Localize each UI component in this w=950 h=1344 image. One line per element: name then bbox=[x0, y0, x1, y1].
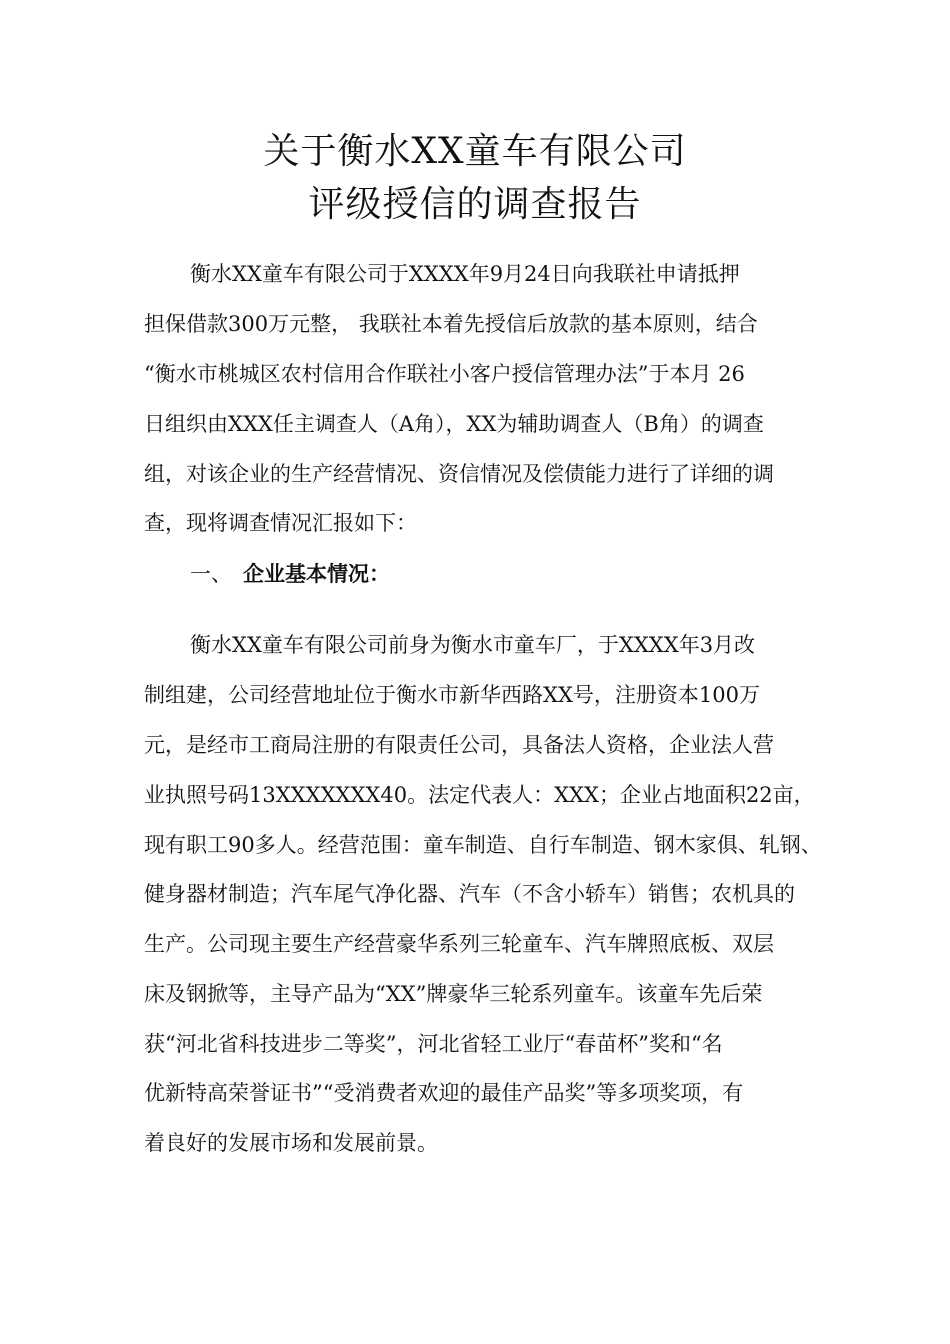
intro-line-3: “衡水市桃城区农村信用合作联社小客户授信管理办法”于本月 26 bbox=[144, 362, 745, 386]
intro-line-5: 组，对该企业的生产经营情况、资信情况及偿债能力进行了详细的调 bbox=[144, 462, 774, 486]
body-line-8: 床及钢掀等，主导产品为“XX”牌豪华三轮系列童车。该童车先后荣 bbox=[144, 982, 763, 1006]
intro-line-6: 查，现将调查情况汇报如下： bbox=[144, 511, 417, 535]
section-1-heading: 企业基本情况： bbox=[243, 561, 390, 586]
document-title-line-1: 关于衡水XX童车有限公司 bbox=[263, 131, 687, 172]
body-line-4: 业执照号码13XXXXXXX40。法定代表人：XXX；企业占地面积22亩， bbox=[144, 783, 815, 807]
body-line-1: 衡水XX童车有限公司前身为衡水市童车厂，于XXXX年3月改 bbox=[190, 633, 756, 657]
body-line-3: 元，是经市工商局注册的有限责任公司，具备法人资格，企业法人营 bbox=[144, 733, 774, 757]
body-line-6: 健身器材制造；汽车尾气净化器、汽车（不含小轿车）销售；农机具的 bbox=[144, 882, 795, 906]
intro-line-4: 日组织由XXX任主调查人（A角），XX为辅助调查人（B角）的调查 bbox=[144, 412, 764, 436]
body-line-2: 制组建，公司经营地址位于衡水市新华西路XX号，注册资本100万 bbox=[144, 683, 760, 707]
section-1-number: 一、 bbox=[190, 562, 232, 586]
document-title-line-2: 评级授信的调查报告 bbox=[308, 184, 642, 225]
intro-line-2: 担保借款300万元整， 我联社本着先授信后放款的基本原则，结合 bbox=[144, 312, 758, 336]
body-line-9: 获“河北省科技进步二等奖”，河北省轻工业厅“春苗杯”奖和“名 bbox=[144, 1032, 723, 1056]
intro-line-1: 衡水XX童车有限公司于XXXX年9月24日向我联社申请抵押 bbox=[190, 262, 740, 286]
body-line-5: 现有职工90多人。经营范围：童车制造、自行车制造、钢木家俱、轧钢、 bbox=[144, 833, 822, 857]
body-line-7: 生产。公司现主要生产经营豪华系列三轮童车、汽车牌照底板、双层 bbox=[144, 932, 774, 956]
body-line-11: 着良好的发展市场和发展前景。 bbox=[144, 1131, 438, 1155]
body-line-10: 优新特高荣誉证书”“受消费者欢迎的最佳产品奖”等多项奖项，有 bbox=[144, 1081, 744, 1105]
